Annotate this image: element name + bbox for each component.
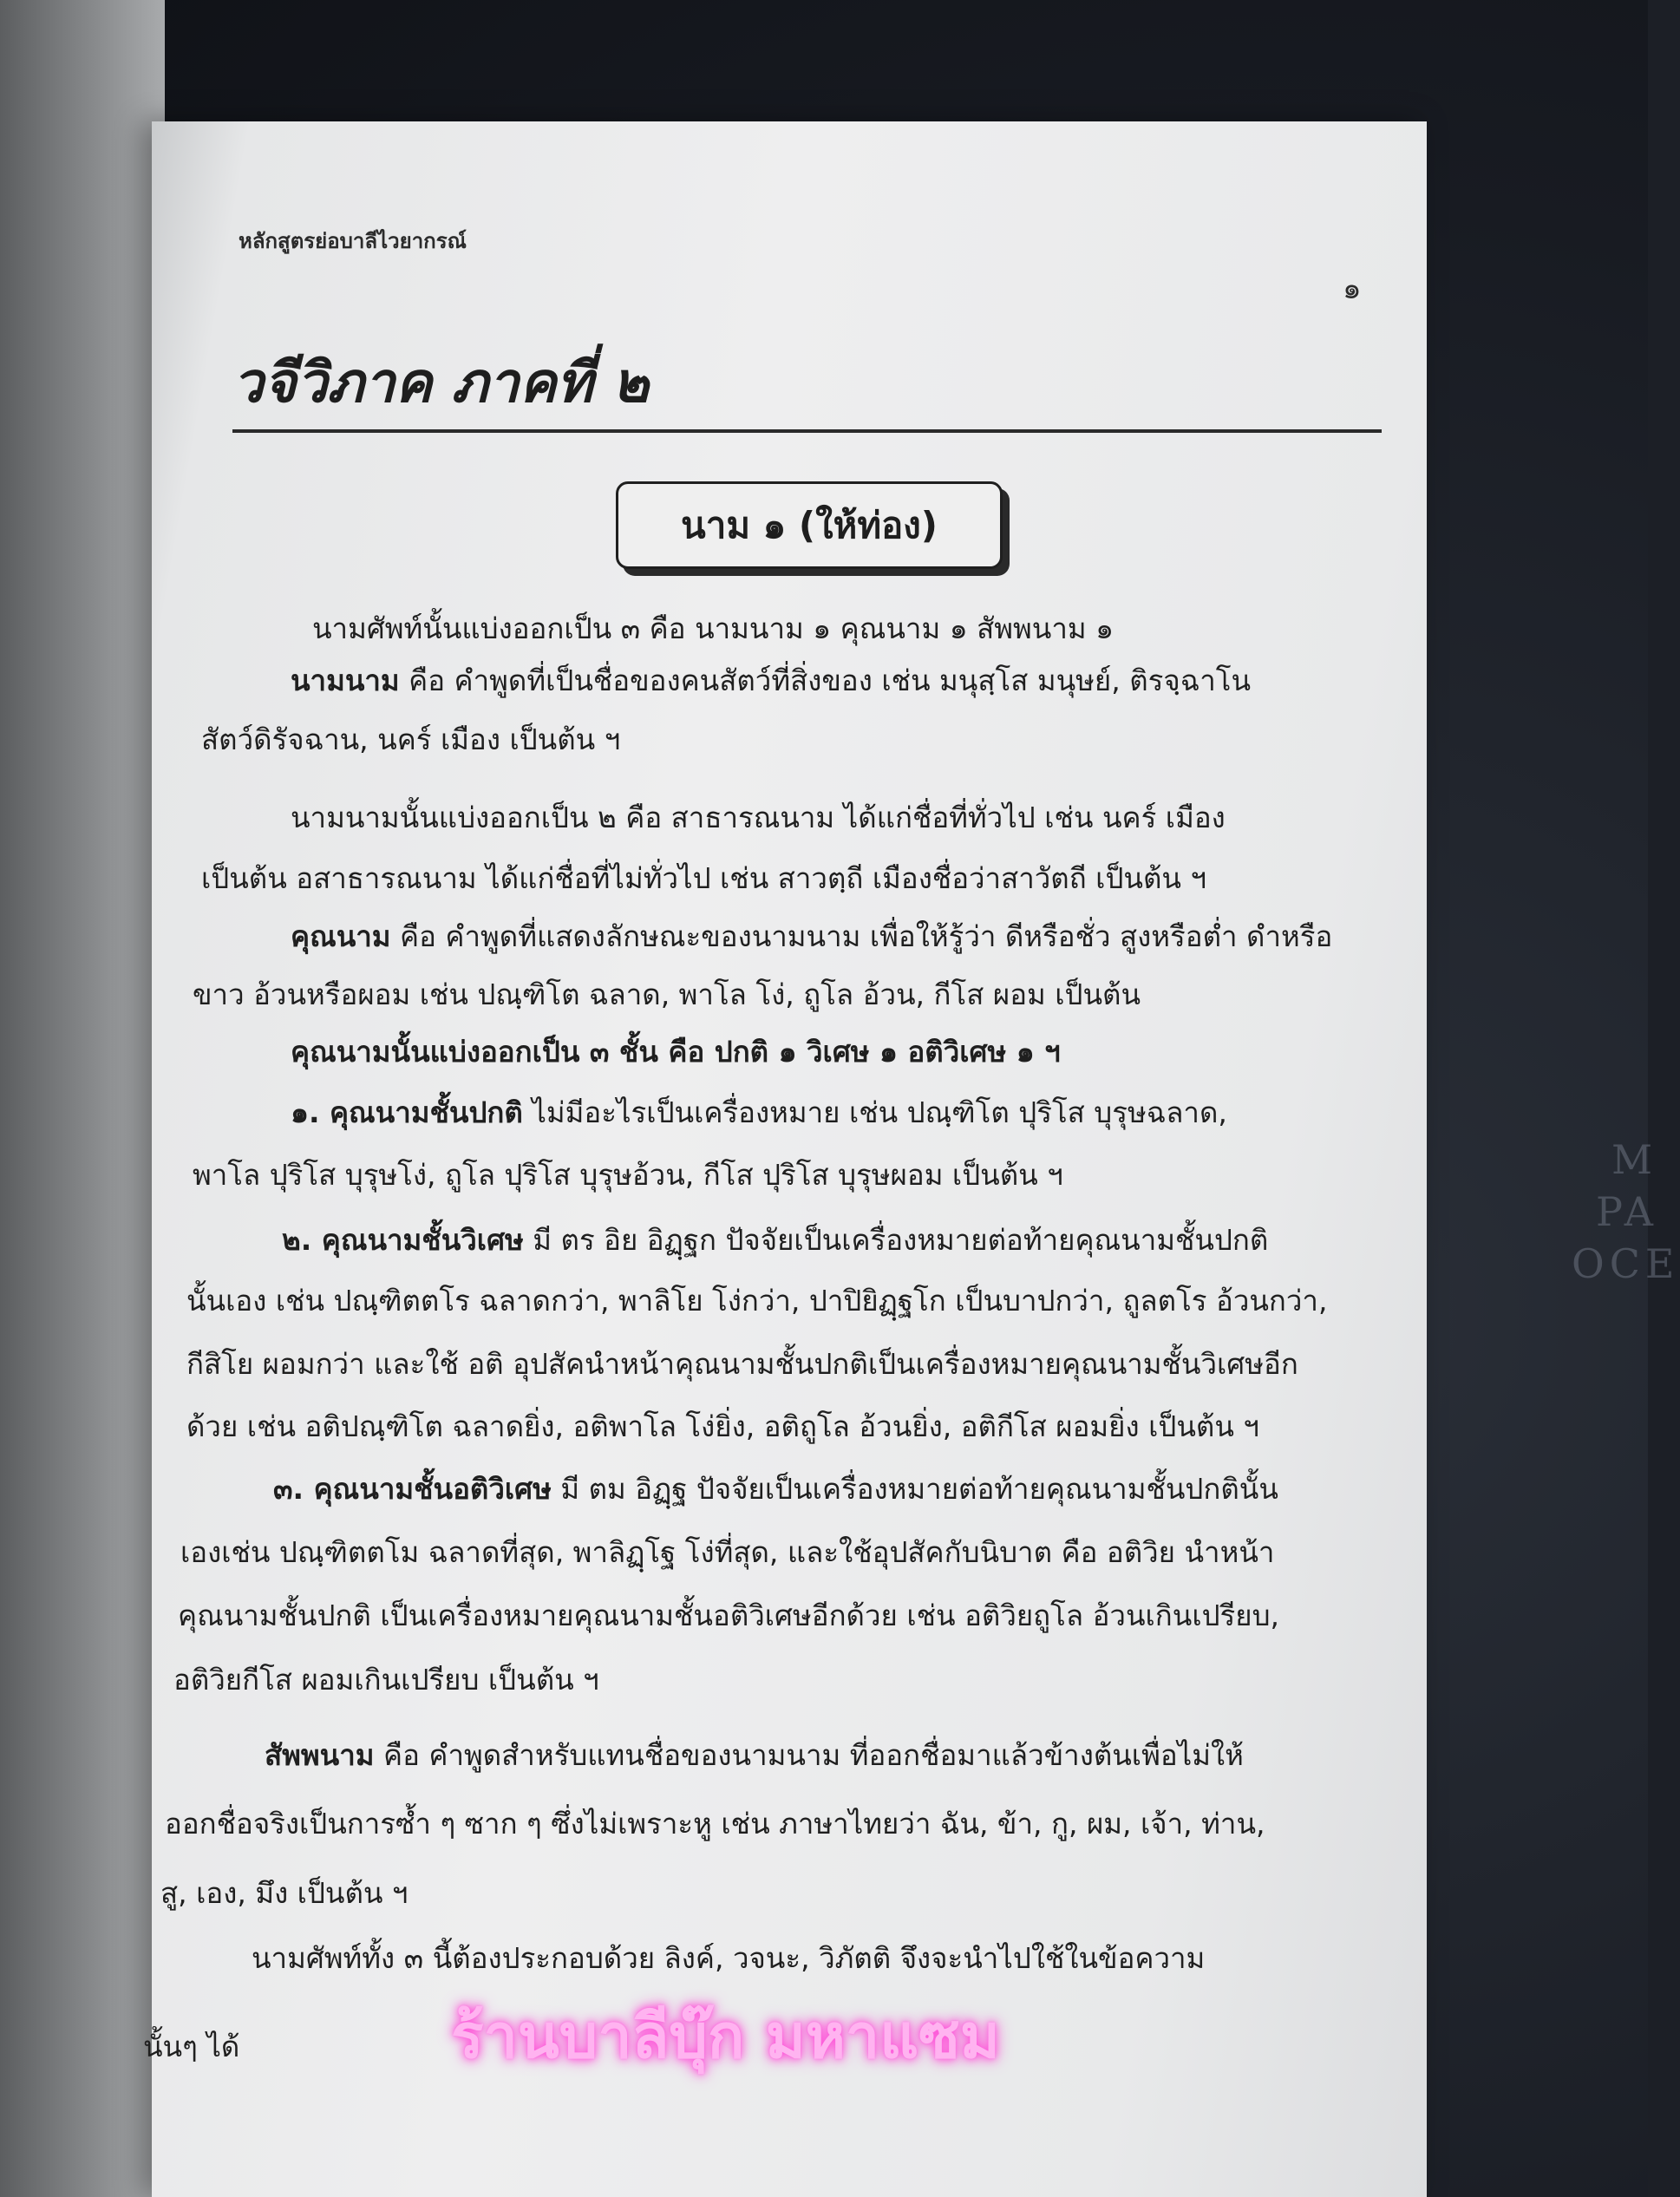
text-line: สัตว์ดิรัจฉาน, นคร์ เมือง เป็นต้น ฯ <box>201 723 621 756</box>
text-line: นั้นเอง เช่น ปณฺฑิตตโร ฉลาดกว่า, พาลิโย โง่กว่า, ปาปิยิฏฺฐโก เป็นบาปกว่า, ถูลตโร อ้วนกว่า, <box>186 1284 1328 1318</box>
paragraph-closing <box>252 1941 1205 1976</box>
section-title: นาม ๑ (ให้ท่อง) <box>681 503 938 546</box>
chapter-title: วจีวิภาค ภาคที่ ๒ <box>232 351 650 415</box>
text-line: ออกชื่อจริงเป็นการซ้ำ ๆ ซาก ๆ ซึ่งไม่เพราะหู เช่น ภาษาไทยว่า ฉัน, ข้า, กู, ผม, เจ้า, ท่าน, <box>165 1807 1265 1841</box>
paragraph-namanama <box>291 664 1251 698</box>
paragraph-sabbanama-cont-1 <box>165 1807 1265 1841</box>
text-line: เองเช่น ปณฺฑิตตโม ฉลาดที่สุด, พาลิฏฺโฐ โง่ที่สุด, และใช้อุปสัคกับนิบาต คือ อติวิย นำหน้า <box>180 1535 1275 1569</box>
text-line: สู, เอง, มึง เป็นต้น ฯ <box>160 1876 409 1910</box>
desk-print-text-1: M <box>1611 1136 1658 1183</box>
text-line: ไม่มีอะไรเป็นเครื่องหมาย เช่น ปณฺฑิโต ปุริโส บุรุษฉลาด, <box>522 1095 1227 1129</box>
running-head: หลักสูตรย่อบาลีไวยากรณ์ <box>239 229 467 253</box>
term-gunanama: คุณนาม <box>291 919 391 953</box>
text-line: อติวิยกีโส ผอมเกินเปรียบ เป็นต้น ฯ <box>173 1663 599 1697</box>
paragraph-level-3-cont-1 <box>180 1535 1274 1570</box>
paragraph-sabbanama <box>265 1738 1244 1773</box>
section-title-box <box>616 481 1003 569</box>
paragraph-namanama-types-cont <box>201 861 1206 896</box>
text-line: คือ คำพูดที่เป็นชื่อของคนสัตว์ที่สิ่งของ เช่น มนุสฺโส มนุษย์, ติรจฺฉาโน <box>399 664 1252 697</box>
desk-print-text-3: OCE <box>1572 1240 1680 1287</box>
text-line: คือ คำพูดสำหรับแทนชื่อของนามนาม ที่ออกชื่อมาแล้วข้างต้นเพื่อไม่ให้ <box>374 1738 1244 1772</box>
paragraph-gunanama-cont <box>193 978 1141 1012</box>
text-line: กีสิโย ผอมกว่า และใช้ อติ อุปสัคนำหน้าคุณนามชั้นปกติเป็นเครื่องหมายคุณนามชั้นวิเศษอีก <box>186 1347 1298 1381</box>
text-line: มี ตร อิย อิฏฺฐก ปัจจัยเป็นเครื่องหมายต่อท้ายคุณนามชั้นปกติ <box>523 1223 1269 1257</box>
term-namanama: นามนาม <box>291 664 400 697</box>
paragraph-level-1-cont <box>193 1158 1063 1193</box>
term-sabbanama: สัพพนาม <box>265 1738 375 1772</box>
paragraph-namanama-types <box>291 801 1226 835</box>
chapter-underline <box>232 429 1382 433</box>
paragraph-namanama-cont <box>201 723 620 757</box>
paragraph-sabbanama-cont-2 <box>160 1876 408 1911</box>
paragraph-level-3-cont-2 <box>178 1599 1279 1633</box>
desk-print-text-2: PA <box>1596 1188 1658 1235</box>
paragraph-level-2-cont-1 <box>186 1284 1327 1318</box>
paragraph-level-3 <box>273 1472 1278 1507</box>
paragraph-level-2 <box>282 1223 1268 1258</box>
text-line: ด้วย เช่น อติปณฺฑิโต ฉลาดยิ่ง, อติพาโล โง่ยิ่ง, อติถูโล อ้วนยิ่ง, อติกีโส ผอมยิ่ง เป็นต้น ฯ <box>186 1409 1259 1443</box>
page-number: ๑ <box>1343 271 1362 306</box>
paragraph-intro <box>312 611 1114 646</box>
text-line: เป็นต้น อสาธารณนาม ได้แก่ชื่อที่ไม่ทั่วไป เช่น สาวตฺถี เมืองชื่อว่าสาวัตถี เป็นต้น ฯ <box>201 861 1206 895</box>
text-line: นั้นๆ ได้ <box>143 2030 240 2063</box>
text-line: คือ คำพูดที่แสดงลักษณะของนามนาม เพื่อให้รู้ว่า ดีหรือชั่ว สูงหรือต่ำ ดำหรือ <box>390 919 1333 953</box>
text-line: นามนามนั้นแบ่งออกเป็น ๒ คือ สาธารณนาม ได้แก่ชื่อที่ทั่วไป เช่น นคร์ เมือง <box>291 801 1226 834</box>
paragraph-gunanama <box>291 919 1332 954</box>
text-line: ขาว อ้วนหรือผอม เช่น ปณฺฑิโต ฉลาด, พาโล โง่, ถูโล อ้วน, กีโส ผอม เป็นต้น <box>193 978 1141 1011</box>
previous-page-edge <box>0 0 165 2197</box>
text-line: คุณนามชั้นปกติ เป็นเครื่องหมายคุณนามชั้นอติวิเศษอีกด้วย เช่น อติวิยถูโล อ้วนเกินเปรียบ, <box>178 1599 1280 1632</box>
term-level-1: ๑. คุณนามชั้นปกติ <box>291 1095 523 1129</box>
paragraph-gunanama-levels <box>291 1035 1061 1069</box>
text-line: คุณนามนั้นแบ่งออกเป็น ๓ ชั้น คือ ปกติ ๑ วิเศษ ๑ อติวิเศษ ๑ ฯ <box>291 1035 1061 1069</box>
text-line: นามศัพท์ทั้ง ๓ นี้ต้องประกอบด้วย ลิงค์, วจนะ, วิภัตติ จึงจะนำไปใช้ในข้อความ <box>252 1941 1206 1975</box>
text-line: นามศัพท์นั้นแบ่งออกเป็น ๓ คือ นามนาม ๑ คุณนาม ๑ สัพพนาม ๑ <box>312 611 1115 645</box>
paragraph-level-1 <box>291 1095 1227 1130</box>
text-line: มี ตม อิฏฺฐ ปัจจัยเป็นเครื่องหมายต่อท้ายคุณนามชั้นปกตินั้น <box>551 1472 1278 1506</box>
paragraph-closing-cont <box>143 2030 239 2064</box>
paragraph-level-3-cont-3 <box>173 1663 599 1697</box>
term-level-2: ๒. คุณนามชั้นวิเศษ <box>282 1223 524 1257</box>
paragraph-level-2-cont-3 <box>186 1409 1259 1444</box>
paragraph-level-2-cont-2 <box>186 1347 1298 1382</box>
shop-watermark: ร้านบาลีบุ๊ก มหาแซม <box>451 2001 1000 2072</box>
text-line: พาโล ปุริโส บุรุษโง่, ถูโล ปุริโส บุรุษอ้วน, กีโส ปุริโส บุรุษผอม เป็นต้น ฯ <box>193 1158 1063 1192</box>
term-level-3: ๓. คุณนามชั้นอติวิเศษ <box>273 1472 552 1506</box>
